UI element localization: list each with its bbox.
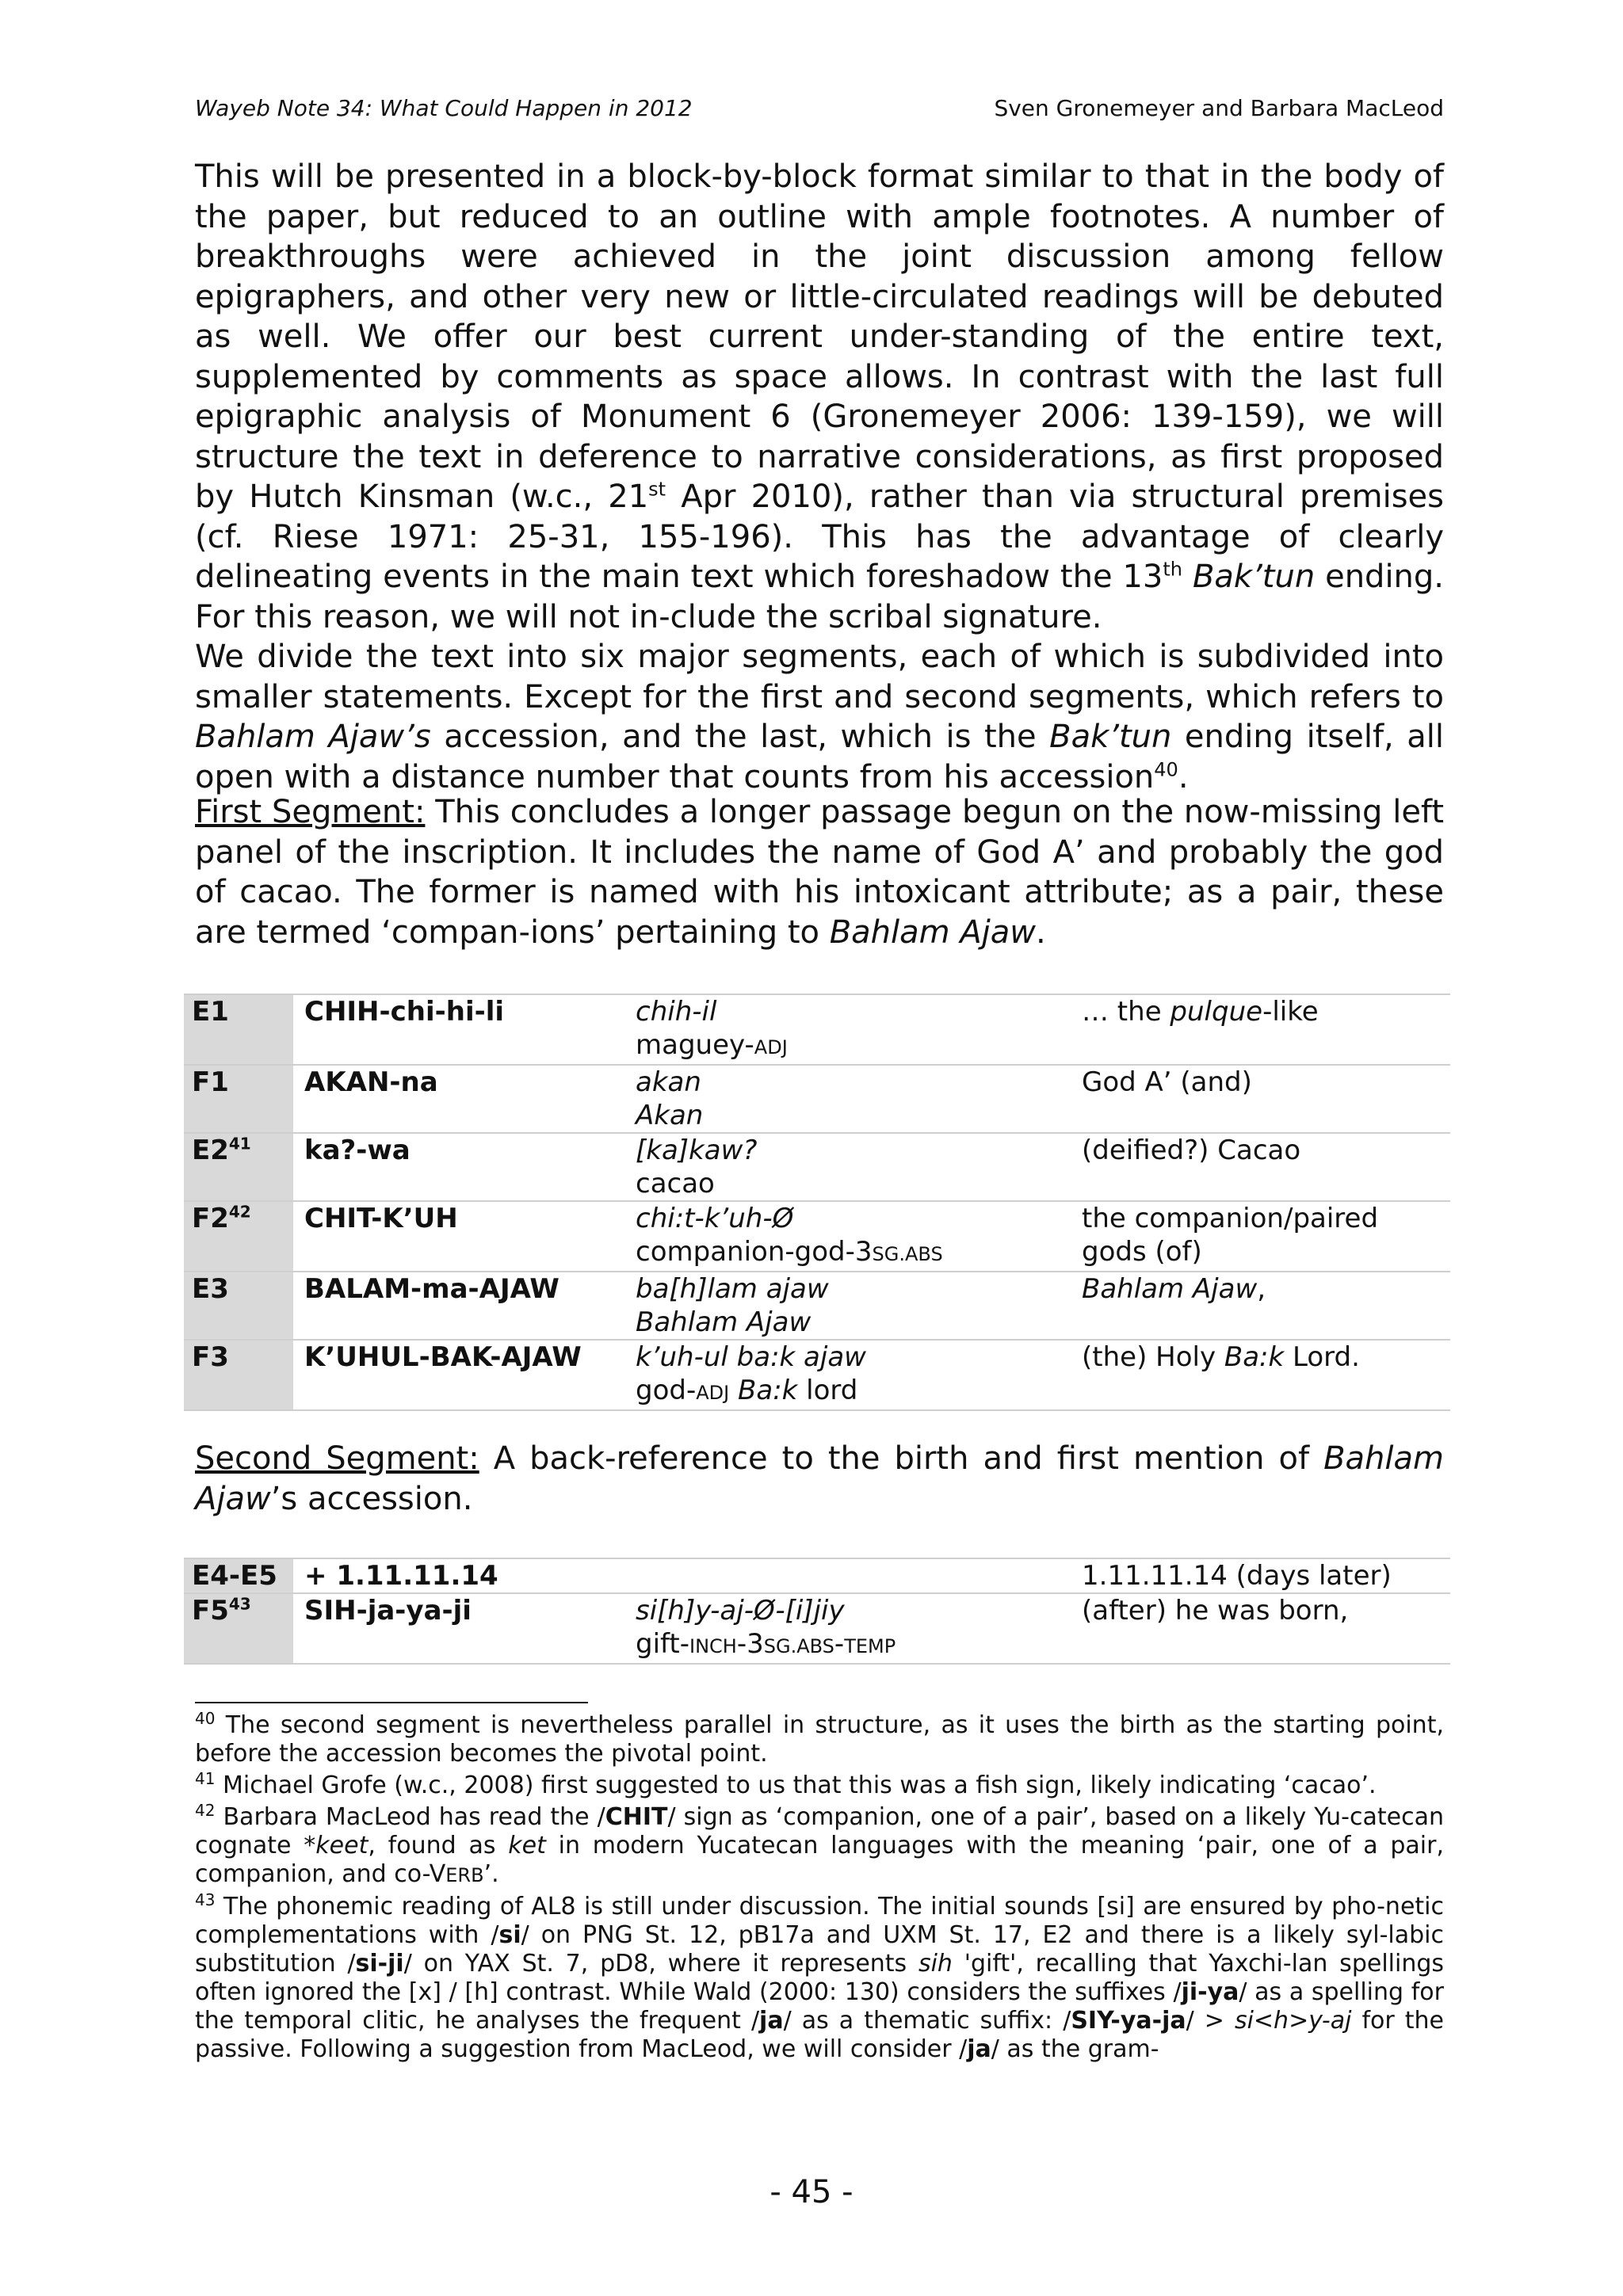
table-row — [184, 1065, 1450, 1133]
transliteration-cell: + 1.11.11.14 — [293, 1558, 624, 1593]
footnotes — [195, 1711, 1444, 2067]
running-header-title: Wayeb Note 34: What Could Happen in 2012 — [195, 95, 693, 121]
translation-cell: 1.11.11.14 (days later) — [1071, 1558, 1450, 1593]
intro-paragraph-2: We divide the text into six major segments, each of which is subdivided into smaller statements. Except for the first and second segments, which refers to Bahlam Ajaw’s accession, and the last, which is the Bak’tun ending itself, all open with a distance number that counts from his accession$^{40}$. — [195, 639, 1444, 795]
transcription-cell: si[h]y-aj-Ø-[i]jiy gift-INCH-3SG.ABS-TEMP — [624, 1593, 1071, 1664]
table-row — [184, 1593, 1450, 1664]
table-row — [184, 1201, 1450, 1272]
block-cell: F3 — [184, 1340, 293, 1410]
transliteration-cell: AKAN-na — [293, 1065, 624, 1133]
table-row — [184, 994, 1450, 1065]
footnote-42: $^{42}$ Barbara MacLeod has read the /CHIT/ sign as ‘companion, one of a pair’, based on a likely Yu-catecan cognate *keet, found as ket in modern Yucatecan languages with the meaning ‘pair, one of a pair, companion, and co-VERB’. — [195, 1801, 1444, 1888]
intro-paragraph-1: This will be presented in a block-by-block format similar to that in the body of the paper, but reduced to an outline with ample footnotes. A number of breakthroughs were achieved in the joint discussion among fellow epigraphers, and other very new or little-circulated readings will be debuted as well. We offer our best current under-standing of the entire text, supplemented by comments as space allows. In contrast with the last full epigraphic analysis of Monument 6 (Gronemeyer 2006: 139-159), we will structure the text in deference to narrative considerations, as first proposed by Hutch Kinsman (w.c., 21st Apr 2010), rather than via structural premises (cf. Riese 1971: 25-31, 155-196). This has the advantage of clearly delineating events in the main text which foreshadow the 13th Bak’tun ending. For this reason, we will not in-clude the scribal signature. — [195, 158, 1445, 635]
transcription-cell: k’uh-ul ba:k ajaw god-ADJ Ba:k lord — [624, 1340, 1071, 1410]
transliteration-cell: K’UHUL-BAK-AJAW — [293, 1340, 624, 1410]
second-segment-heading: Second Segment: — [195, 1440, 479, 1477]
translation-cell: Bahlam Ajaw, — [1071, 1272, 1450, 1340]
translation-cell: the companion/paired gods (of) — [1071, 1201, 1450, 1272]
transcription-cell: chi:t-k’uh-Ø companion-god-3SG.ABS — [624, 1201, 1071, 1272]
intro-text — [195, 157, 1444, 797]
translation-cell: God A’ (and) — [1071, 1065, 1450, 1133]
translation-cell: (the) Holy Ba:k Lord. — [1071, 1340, 1450, 1410]
block-cell: E1 — [184, 994, 293, 1065]
transcription-cell: [ka]kaw? cacao — [624, 1133, 1071, 1201]
second-segment-paragraph: Second Segment: A back-reference to the birth and first mention of Bahlam Ajaw’s accession. — [195, 1440, 1444, 1517]
first-segment-paragraph: First Segment: This concludes a longer passage begun on the now-missing left panel of the inscription. It includes the name of God A’ and probably the god of cacao. The former is named with his intoxicant attribute; as a pair, these are termed ‘compan-ions’ pertaining to Bahlam Ajaw. — [195, 794, 1444, 951]
second-segment-table — [184, 1558, 1450, 1665]
transliteration-cell: SIH-ja-ya-ji — [293, 1593, 624, 1664]
transcription-cell: chih-il maguey-ADJ — [624, 994, 1071, 1065]
transliteration-cell: BALAM-ma-AJAW — [293, 1272, 624, 1340]
block-cell: E4-E5 — [184, 1558, 293, 1593]
transcription-cell: ba[h]lam ajaw Bahlam Ajaw — [624, 1272, 1071, 1340]
footnote-43: $^{43}$ The phonemic reading of AL8 is still under discussion. The initial sounds [si] are ensured by pho-netic complementations with /si/ on PNG St. 12, pB17a and UXM St. 17, E2 and there is a likely syl-labic substitution /si-ji/ on YAX St. 7, pD8, where it represents sih 'gift', recalling that Yaxchi-lan spellings often ignored the [x] / [h] contrast. While Wald (2000: 130) considers the suffixes /ji-ya/ as a spelling for the temporal clitic, he analyses the frequent /ja/ as a thematic suffix: /SIY-ya-ja/ > si<h>y-aj for the passive. Following a suggestion from MacLeod, we will consider /ja/ as the gram- — [195, 1890, 1445, 2063]
block-cell: $F5^{43}$ — [184, 1593, 293, 1664]
first-segment-heading: First Segment: — [195, 794, 426, 830]
first-segment-table — [184, 994, 1450, 1411]
table-row — [184, 1558, 1450, 1593]
table-row — [184, 1133, 1450, 1201]
block-cell: $F2^{42}$ — [184, 1201, 293, 1272]
transcription-cell: akan Akan — [624, 1065, 1071, 1133]
transliteration-cell: CHIH-chi-hi-li — [293, 994, 624, 1065]
block-cell: F1 — [184, 1065, 293, 1133]
footnote-separator — [195, 1702, 588, 1703]
translation-cell: (deified?) Cacao — [1071, 1133, 1450, 1201]
page-number: - 45 - — [769, 2174, 854, 2210]
translation-cell: (after) he was born, — [1071, 1593, 1450, 1664]
footnote-40: $^{40}$ The second segment is nevertheless parallel in structure, as it uses the birth as the starting point, before the accession becomes the pivotal point. — [195, 1709, 1444, 1768]
table-row — [184, 1340, 1450, 1410]
table-row — [184, 1272, 1450, 1340]
transcription-cell — [624, 1558, 1071, 1593]
transliteration-cell: ka?-wa — [293, 1133, 624, 1201]
footnote-41: $^{41}$ Michael Grofe (w.c., 2008) first suggested to us that this was a fish sign, likely indicating ‘cacao’. — [195, 1769, 1377, 1799]
block-cell: $E2^{41}$ — [184, 1133, 293, 1201]
running-header-authors: Sven Gronemeyer and Barbara MacLeod — [994, 95, 1444, 121]
translation-cell: … the pulque-like — [1071, 994, 1450, 1065]
block-cell: E3 — [184, 1272, 293, 1340]
transliteration-cell: CHIT-K’UH — [293, 1201, 624, 1272]
